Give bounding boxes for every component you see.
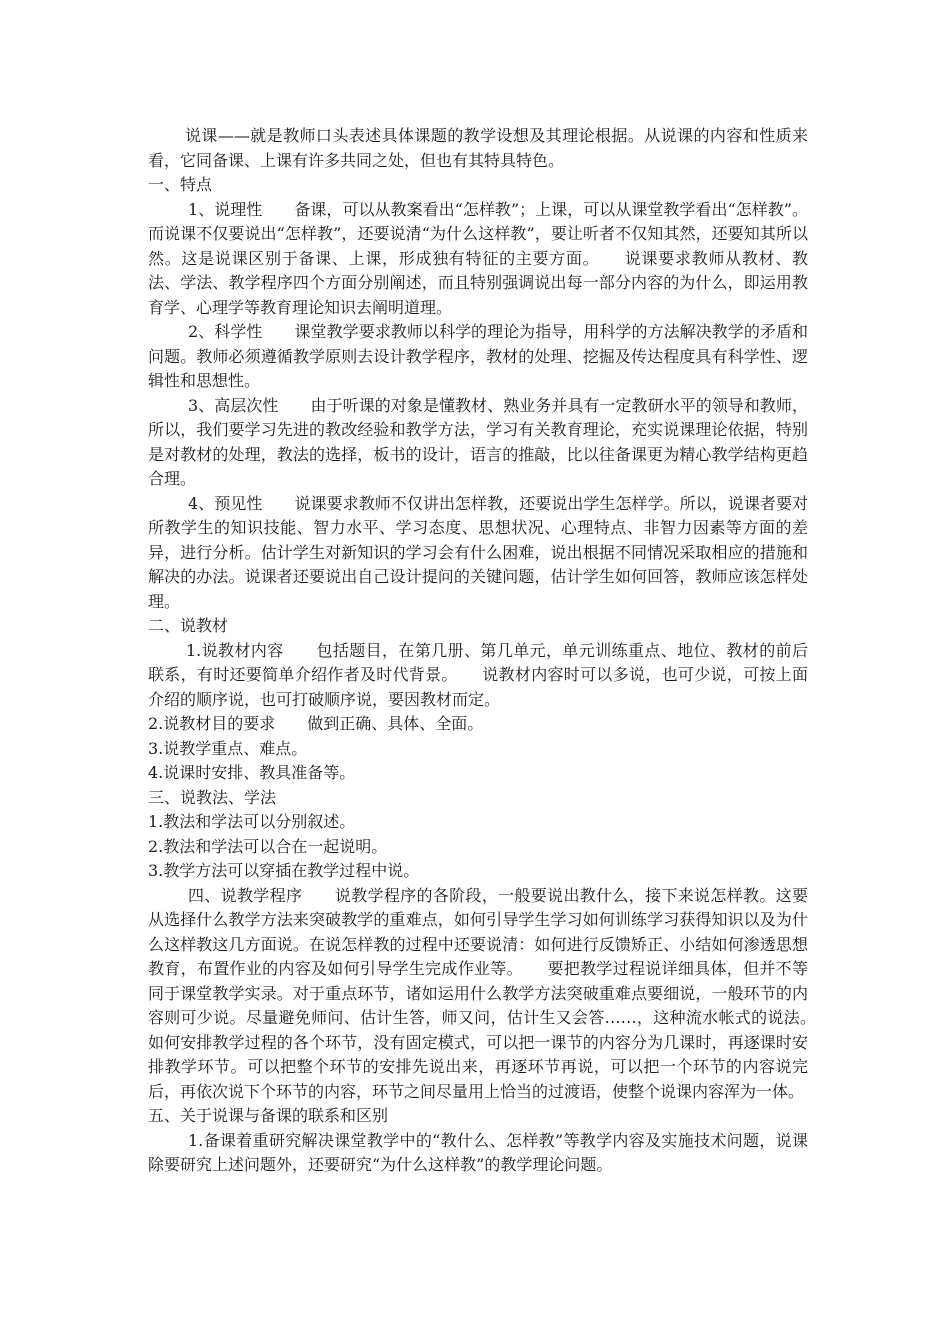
section-heading-relation: 五、关于说课与备课的联系和区别 xyxy=(148,1106,389,1125)
document-body xyxy=(148,124,841,1178)
section-heading-materials: 二、说教材 xyxy=(148,616,229,635)
paragraph-foresight: 4、预见性 说课要求教师不仅讲出怎样教，还要说出学生怎样学。所以，说课者要对所教学生的知识技能、智力水平、学习态度、思想状况、心理特点、非智力因素等方面的差异，进行分析。估计学生对新知识的学习会有什么困难，说出根据不同情况采取相应的措施和解决的办法。说课者还要说出自己设计提问的关键问题，估计学生如何回答，教师应该怎样处理。 xyxy=(148,493,808,611)
list-item-materials-goals: 2.说教材目的要求 做到正确、具体、全面。 xyxy=(148,714,484,733)
list-item-methods-separate: 1.教法和学法可以分别叙述。 xyxy=(148,812,356,831)
section-heading-methods: 三、说教法、学法 xyxy=(148,787,277,807)
section-heading-features: 一、特点 xyxy=(148,175,213,194)
paragraph-high-level: 3、高层次性 由于听课的对象是懂教材、熟业务并具有一定教研水平的领导和教师，所以，我们要学习先进的教改经验和教学方法，学习有关教育理论，充实说课理论依据，特别是对教材的处理，教法的选择，板书的设计，语言的推敲，比以往备课更为精心教学结构更趋合理。 xyxy=(148,395,808,488)
list-item-schedule: 4.说课时安排、教具准备等。 xyxy=(148,763,356,782)
paragraph-materials-content: 1.说教材内容 包括题目，在第几册、第几单元，单元训练重点、地位、教材的前后联系，有时还要简单介绍作者及时代背景。 说教材内容时可以多说，也可少说，可按上面介绍的顺序说，也可打破顺序说，要因教材而定。 xyxy=(148,640,808,709)
paragraph-teaching-procedure: 四、说教学程序 说教学程序的各阶段，一般要说出教什么，接下来说怎样教。这要从选择什么教学方法来突破教学的重难点，如何引导学生学习如何训练学习获得知识以及为什么这样教这几方面说。在说怎样教的过程中还要说清：如何进行反馈矫正、小结如何渗透思想教育，布置作业的内容及如何引导学生完成作业等。 要把教学过程说详细具体，但并不等同于课堂教学实录。对于重点环节，诸如运用什么教学方法突破重难点要细说，一般环节的内容则可少说。尽量避免师问、估计生答，师又问，估计生又会答……，这种流水帐式的说法。 如何安排教学过程的各个环节，没有固定模式，可以把一课节的内容分为几课时，再逐课时安排教学环节。可以把整个环节的安排先说出来，再逐环节再说，可以把一个环节的内容说完后，再依次说下个环节的内容，环节之间尽量用上恰当的过渡语，使整个说课内容浑为一体。 xyxy=(148,885,841,1101)
paragraph-scientific: 2、科学性 课堂教学要求教师以科学的理论为指导，用科学的方法解决教学的矛盾和问题。教师必须遵循教学原则去设计教学程序，教材的处理、挖掘及传达程度具有科学性、逻辑性和思想性。 xyxy=(148,322,808,390)
list-item-methods-interleaved: 3.教学方法可以穿插在教学过程中说。 xyxy=(148,861,420,880)
paragraph-relation-1: 1.备课着重研究解决课堂教学中的“教什么、怎样教”等教学内容及实施技术问题，说课除要研究上述问题外，还要研究“为什么这样教”的教学理论问题。 xyxy=(148,1130,808,1174)
list-item-methods-combined: 2.教法和学法可以合在一起说明。 xyxy=(148,836,388,856)
paragraph-reasoning: 1、说理性 备课，可以从教案看出“怎样教”；上课，可以从课堂教学看出“怎样教”。而说课不仅要说出“怎样教”，还要说清“为什么这样教”，要让听者不仅知其然，还要知其所以然。这是说课区别于备课、上课，形成独有特征的主要方面。 说课要求教师从教材、教法、学法、教学程序四个方面分别阐述，而且特别强调说出每一部分内容的为什么，即运用教育学、心理学等教育理论知识去阐明道理。 xyxy=(148,199,808,317)
intro-paragraph: 说课——就是教师口头表述具体课题的教学设想及其理论根据。从说课的内容和性质来看，它同备课、上课有许多共同之处，但也有其特具特色。 xyxy=(148,126,808,170)
list-item-key-points: 3.说教学重点、难点。 xyxy=(148,738,308,758)
